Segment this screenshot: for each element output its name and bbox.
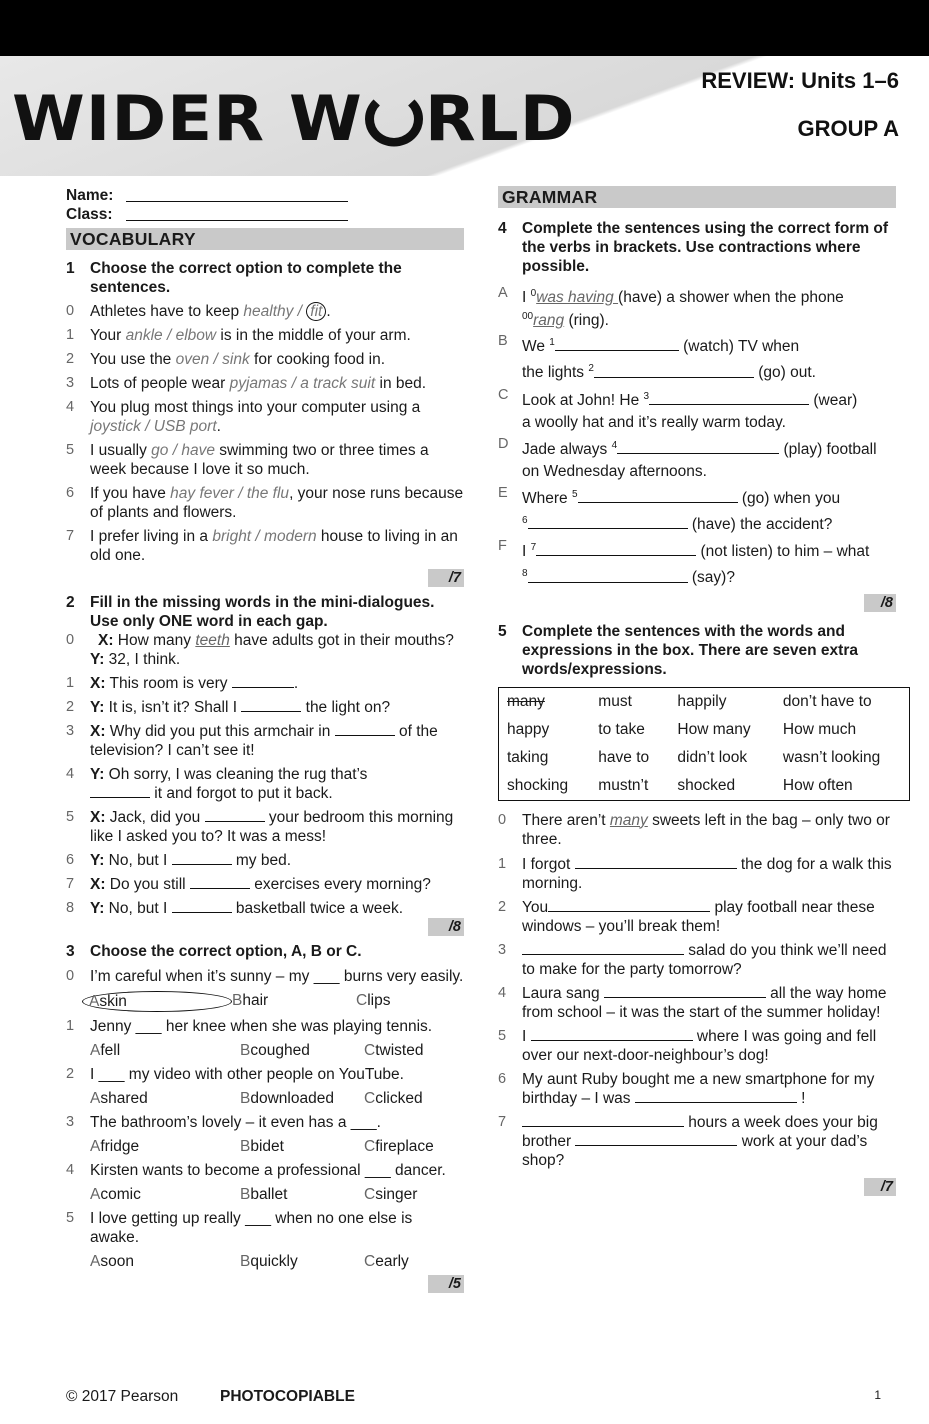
- q3-question: 5 I love getting up really ___ when no one else is awake.: [66, 1210, 413, 1246]
- q3-question: 0 I’m careful when it’s sunny – my ___ burns very easily.: [66, 968, 464, 985]
- q5-score: /7: [864, 1178, 896, 1196]
- option-b[interactable]: Bbidet: [240, 1138, 284, 1155]
- q2-example-reply: Y: 32, I think.: [90, 651, 181, 668]
- q5-item[interactable]: 7 hours a week does your big brother work at your dad’s shop?: [498, 1113, 878, 1169]
- q2-item[interactable]: 6 Y: No, but I my bed.: [66, 852, 292, 869]
- class-blank[interactable]: [126, 207, 348, 221]
- q3-question: 2 I ___ my video with other people on YouTube.: [66, 1066, 404, 1083]
- option-a[interactable]: Afridge: [90, 1138, 140, 1155]
- q1-item[interactable]: 6 If you have hay fever / the flu, your nose runs because of plants and flowers.: [66, 485, 464, 521]
- right-column: [498, 186, 896, 1196]
- q5-item[interactable]: 3 salad do you think we’ll need to make for the party tomorrow?: [498, 941, 887, 978]
- word-box-cell: to take: [598, 720, 645, 738]
- q3-question: 3 The bathroom’s lovely – it even has a ___.: [66, 1114, 381, 1131]
- answer-blank[interactable]: [172, 851, 232, 865]
- q4-item[interactable]: F I $^7$ (not listen) to him – what $^8$ (say)?: [498, 538, 870, 587]
- q2-item[interactable]: 5 X: Jack, did you your bedroom this morning like I asked you to? It was a mess!: [66, 809, 454, 845]
- word-box-cell: happily: [677, 692, 727, 710]
- answer-blank[interactable]: [522, 1113, 684, 1127]
- word-box-cell: must: [598, 692, 632, 710]
- word-box-cell: How much: [782, 720, 857, 738]
- option-c[interactable]: Clips: [356, 992, 391, 1009]
- q1-score: /7: [428, 569, 464, 587]
- option-b[interactable]: Bdownloaded: [240, 1090, 334, 1107]
- q5-item[interactable]: 5 I where I was going and fell over our next-door-neighbour’s dog!: [498, 1027, 877, 1064]
- q3-options: [66, 1089, 464, 1108]
- answer-blank[interactable]: [617, 440, 779, 454]
- q2-item[interactable]: 2 Y: It is, isn’t it? Shall I the light on?: [66, 699, 391, 716]
- q4-item[interactable]: E Where $^5$ (go) when you $^6$ (have) the accident?: [498, 484, 841, 534]
- word-box-cell: shocked: [677, 776, 736, 794]
- logo-o-ring-icon: [365, 91, 423, 146]
- q4-instruction: 4 Complete the sentences using the correct form of the verbs in brackets. Use contractions where possible.: [498, 220, 889, 275]
- answer-blank[interactable]: [90, 784, 150, 798]
- q1-item[interactable]: 2 You use the oven / sink for cooking food in.: [66, 351, 386, 368]
- group-label: GROUP A: [797, 116, 899, 141]
- q5-item[interactable]: 6 My aunt Ruby bought me a new smartphone for my birthday – I was !: [498, 1070, 875, 1107]
- q5-item[interactable]: 4 Laura sang all the way home from school – it was the start of the summer holiday!: [498, 984, 887, 1021]
- q2-instruction: 2 Fill in the missing words in the mini-dialogues. Use only ONE word in each gap.: [66, 594, 435, 630]
- grammar-heading: GRAMMAR: [498, 186, 896, 208]
- q5-item[interactable]: 1 I forgot the dog for a walk this morning.: [498, 855, 892, 892]
- answer-blank[interactable]: [575, 855, 737, 869]
- q1-item[interactable]: 5 I usually go / have swimming two or three times a week because I love it so much.: [66, 442, 429, 478]
- q1-item[interactable]: 4 You plug most things into your computer using a joystick / USB port.: [66, 399, 421, 435]
- option-c[interactable]: Cfireplace: [364, 1138, 434, 1155]
- q1-item[interactable]: 3 Lots of people wear pyjamas / a track suit in bed.: [66, 375, 427, 392]
- option-c[interactable]: Ctwisted: [364, 1042, 424, 1059]
- q3-question: 4 Kirsten wants to become a professional ___ dancer.: [66, 1162, 446, 1179]
- q5-instruction: 5 Complete the sentences with the words and expressions in the box. There are seven extra words/expressions.: [498, 622, 858, 678]
- answer-blank[interactable]: [528, 569, 688, 583]
- option-b[interactable]: Bquickly: [240, 1253, 298, 1270]
- photocopiable-label: PHOTOCOPIABLE: [220, 1388, 355, 1405]
- q4-item[interactable]: C Look at John! He $^3$ (wear) a woolly hat and it’s really warm today.: [498, 386, 858, 431]
- review-title: REVIEW: Units 1–6: [701, 68, 899, 93]
- answer-blank[interactable]: [335, 722, 395, 736]
- word-box-cell: mustn’t: [598, 776, 649, 794]
- q2-item[interactable]: 7 X: Do you still exercises every morning?: [66, 876, 431, 893]
- word-box-cell: wasn’t looking: [782, 748, 881, 766]
- answer-blank[interactable]: [649, 391, 809, 405]
- answer-blank[interactable]: [205, 808, 265, 822]
- q3-question: 1 Jenny ___ her knee when she was playing tennis.: [66, 1018, 433, 1035]
- q3-options: [66, 1041, 464, 1060]
- q2-score: /8: [428, 918, 464, 936]
- q2-item[interactable]: 3 X: Why did you put this armchair in of the television? I can’t see it!: [66, 723, 438, 759]
- answer-blank[interactable]: [232, 674, 294, 688]
- q1-item[interactable]: 7 I prefer living in a bright / modern house to living in an old one.: [66, 528, 458, 564]
- page-number: 1: [874, 1388, 881, 1402]
- word-box-cell: didn’t look: [677, 748, 748, 766]
- word-box-cell: many: [507, 692, 545, 710]
- q3-options: [66, 1252, 464, 1271]
- top-black-bar: [0, 0, 929, 56]
- q2-item[interactable]: 8 Y: No, but I basketball twice a week.: [66, 900, 404, 917]
- option-a[interactable]: Asoon: [90, 1253, 134, 1270]
- wider-world-logo: WIDER W RLD: [12, 81, 576, 156]
- word-box-cell: shocking: [507, 776, 569, 794]
- word-box-cell: How many: [677, 720, 751, 738]
- answer-blank[interactable]: [536, 542, 696, 556]
- q4-score: /8: [864, 594, 896, 612]
- q2-item[interactable]: 4 Y: Oh sorry, I was cleaning the rug that’s it and forgot to put it back.: [66, 766, 368, 802]
- answer-blank[interactable]: [548, 898, 710, 912]
- answer-blank[interactable]: [594, 364, 754, 378]
- word-box-cell: have to: [598, 748, 650, 766]
- word-box-cell: taking: [507, 748, 549, 766]
- option-b[interactable]: Bcoughed: [240, 1042, 310, 1059]
- class-field[interactable]: Class:: [66, 205, 464, 224]
- q5-example: 0 There aren’t many sweets left in the bag – only two or three.: [498, 811, 890, 848]
- q3-instruction: 3 Choose the correct option, A, B or C.: [66, 943, 362, 960]
- word-box-cell: How often: [782, 776, 853, 794]
- answer-blank[interactable]: [578, 489, 738, 503]
- answer-blank[interactable]: [555, 337, 679, 351]
- vocabulary-heading: VOCABULARY: [66, 228, 464, 250]
- copyright: © 2017 Pearson: [66, 1388, 179, 1405]
- option-c[interactable]: Csinger: [364, 1186, 418, 1203]
- answer-blank[interactable]: [241, 698, 301, 712]
- option-c[interactable]: Cclicked: [364, 1090, 423, 1107]
- q5-item[interactable]: 2 You play football near these windows – you’ll break them!: [498, 898, 875, 935]
- option-a[interactable]: Askin: [82, 991, 232, 1012]
- q1-instruction: 1 Choose the correct option to complete the sentences.: [66, 260, 402, 296]
- answer-blank[interactable]: [172, 899, 232, 913]
- answer-blank[interactable]: [528, 515, 688, 529]
- q3-score: /5: [428, 1275, 464, 1293]
- q4-item[interactable]: B We $^1$ (watch) TV when the lights $^2$ (go) out.: [498, 333, 816, 382]
- word-box-cell: happy: [507, 720, 550, 738]
- q2-item[interactable]: 1 X: This room is very .: [66, 675, 299, 692]
- answer-blank[interactable]: [635, 1089, 797, 1103]
- answer-blank[interactable]: [531, 1027, 693, 1041]
- footer: [66, 1388, 881, 1406]
- q3-options: [66, 991, 464, 1012]
- name-field[interactable]: Name:: [66, 186, 464, 205]
- q1-item[interactable]: 1 Your ankle / elbow is in the middle of your arm.: [66, 327, 411, 344]
- answer-blank[interactable]: [575, 1132, 737, 1146]
- q3-options: [66, 1185, 464, 1204]
- left-column: [66, 186, 464, 1293]
- answer-blank[interactable]: [522, 941, 684, 955]
- q4-example: A I $^0$was having (have) a shower when the phone $^{00}$rang (ring).: [498, 285, 844, 330]
- option-a[interactable]: Afell: [90, 1042, 121, 1059]
- q3-options: [66, 1137, 464, 1156]
- option-a[interactable]: Ashared: [90, 1090, 148, 1107]
- word-box: [498, 687, 910, 801]
- word-box-cell: don’t have to: [782, 692, 872, 710]
- q1-item[interactable]: 0 Athletes have to keep healthy / fit .: [66, 303, 331, 320]
- answer-blank[interactable]: [604, 984, 766, 998]
- option-b[interactable]: Bhair: [232, 992, 269, 1009]
- option-b[interactable]: Bballet: [240, 1186, 288, 1203]
- name-blank[interactable]: [126, 188, 348, 202]
- q2-example: 0 X: How many teeth have adults got in their mouths?: [66, 632, 454, 649]
- option-a[interactable]: Acomic: [90, 1186, 141, 1203]
- answer-blank[interactable]: [190, 875, 250, 889]
- q4-item[interactable]: D Jade always $^4$ (play) football on Wednesday afternoons.: [498, 435, 877, 480]
- option-c[interactable]: Cearly: [364, 1253, 409, 1270]
